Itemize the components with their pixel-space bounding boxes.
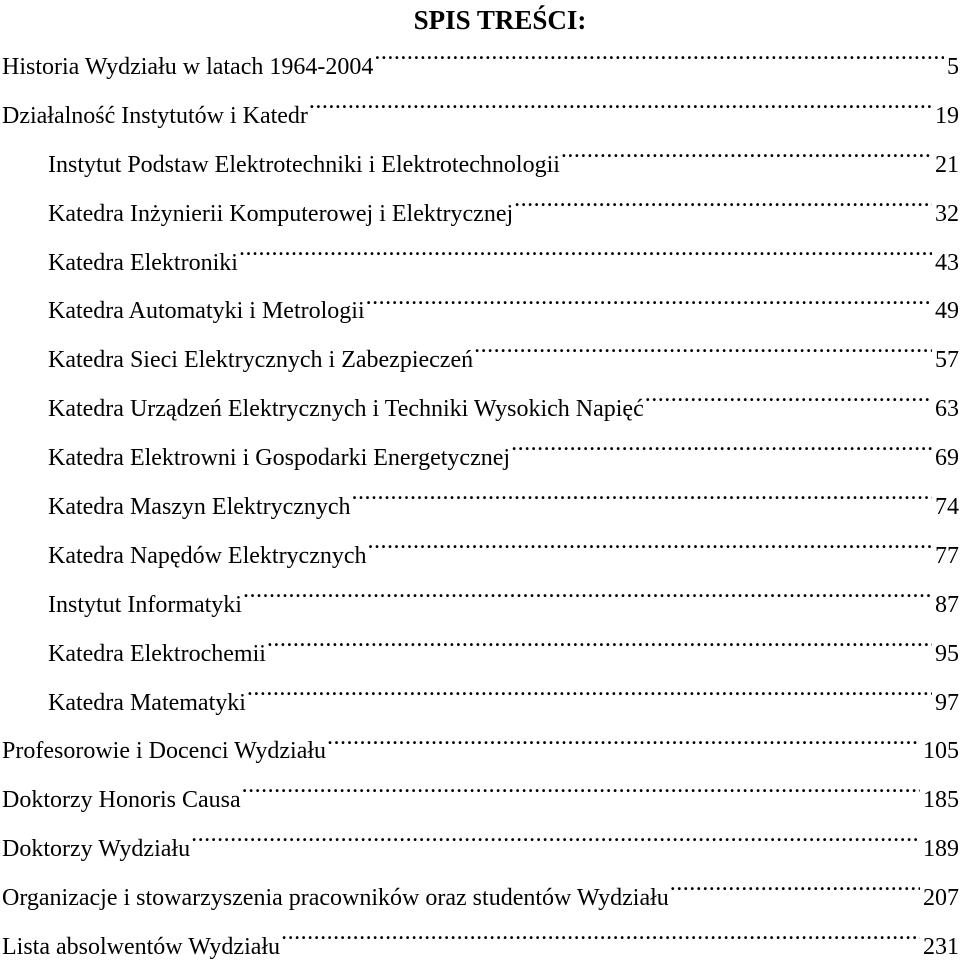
toc-entry — [0, 679, 960, 728]
dot-leader — [239, 246, 932, 270]
toc-entry-page-number: 77 — [935, 542, 959, 569]
toc-entry-page-number: 32 — [935, 200, 959, 227]
toc-entry-page-number: 19 — [935, 102, 959, 129]
toc-entry-label: Katedra Urządzeń Elektrycznych i Techniki Wysokich Napięć — [48, 396, 644, 423]
dot-leader — [267, 637, 932, 661]
toc-entry-page-number: 105 — [923, 738, 959, 765]
dot-leader — [474, 343, 932, 367]
dot-leader — [247, 686, 932, 710]
toc-entry-page-number: 97 — [935, 689, 959, 716]
dot-leader — [281, 930, 920, 954]
toc-entry — [0, 874, 960, 923]
toc-entry-label: Katedra Matematyki — [48, 689, 246, 716]
toc-entry — [0, 43, 960, 92]
toc-entry-page-number: 185 — [923, 787, 959, 814]
toc-entry — [0, 532, 960, 581]
toc-entry-label: Katedra Inżynierii Komputerowej i Elektrycznej — [48, 200, 514, 227]
toc-entry-page-number: 5 — [947, 54, 959, 80]
dot-leader — [366, 294, 932, 318]
toc-entry-label: Katedra Sieci Elektrycznych i Zabezpieczeń — [48, 347, 474, 374]
toc-entry — [0, 141, 960, 190]
toc-entry — [0, 630, 960, 679]
dot-leader — [242, 783, 920, 807]
dot-leader — [511, 441, 932, 465]
toc-entry-page-number: 95 — [935, 640, 959, 667]
toc-entry-page-number: 189 — [923, 836, 959, 863]
toc-entry-page-number: 21 — [935, 151, 959, 178]
toc-entry-label: Instytut Podstaw Elektrotechniki i Elektrotechnologii — [48, 151, 560, 178]
dot-leader — [191, 832, 920, 856]
toc-entry — [0, 581, 960, 630]
toc-entry — [0, 336, 960, 385]
dot-leader — [670, 881, 920, 905]
toc-entry-label: Działalność Instytutów i Katedr — [2, 102, 308, 129]
toc-entry-label: Katedra Napędów Elektrycznych — [48, 542, 367, 569]
dot-leader — [561, 148, 932, 172]
toc-entry-page-number: 74 — [935, 494, 959, 521]
toc-entry-page-number: 231 — [923, 934, 959, 961]
toc-entry — [0, 190, 960, 239]
toc-entry — [0, 825, 960, 874]
toc-list — [0, 43, 960, 972]
toc-entry-label: Instytut Informatyki — [48, 591, 242, 618]
toc-entry — [0, 287, 960, 336]
toc-entry-page-number: 207 — [923, 885, 959, 912]
dot-leader — [374, 50, 944, 74]
toc-entry-label: Doktorzy Wydziału — [2, 836, 191, 863]
toc-entry — [0, 434, 960, 483]
dot-leader — [327, 734, 920, 758]
toc-entry — [0, 385, 960, 434]
toc-entry-label: Katedra Automatyki i Metrologii — [48, 298, 365, 325]
toc-entry — [0, 727, 960, 776]
dot-leader — [368, 539, 932, 563]
toc-entry — [0, 923, 960, 972]
toc-entry-label: Katedra Maszyn Elektrycznych — [48, 494, 351, 521]
toc-entry-label: Profesorowie i Docenci Wydziału — [2, 738, 327, 765]
toc-entry-page-number: 57 — [935, 347, 959, 374]
dot-leader — [309, 99, 932, 123]
toc-entry-page-number: 87 — [935, 591, 959, 618]
toc-entry-label: Katedra Elektrowni i Gospodarki Energetycznej — [48, 445, 511, 472]
toc-entry — [0, 776, 960, 825]
toc-entry-page-number: 49 — [935, 298, 959, 325]
toc-entry-label: Katedra Elektrochemii — [48, 640, 266, 667]
toc-entry-page-number: 69 — [935, 445, 959, 472]
toc-entry-page-number: 43 — [935, 249, 959, 276]
dot-leader — [514, 197, 932, 221]
toc-entry-label: Doktorzy Honoris Causa — [2, 787, 241, 814]
dot-leader — [352, 490, 932, 514]
dot-leader — [645, 392, 932, 416]
dot-leader — [243, 588, 932, 612]
toc-entry-label: Historia Wydziału w latach 1964-2004 — [2, 54, 374, 80]
page-title: SPIS TREŚCI: — [413, 5, 587, 35]
toc-entry-label: Katedra Elektroniki — [48, 249, 238, 276]
toc-entry-page-number: 63 — [935, 396, 959, 423]
toc-entry — [0, 483, 960, 532]
toc-entry — [0, 239, 960, 288]
toc-entry-label: Lista absolwentów Wydziału — [2, 934, 281, 961]
toc-entry — [0, 92, 960, 141]
toc-entry-label: Organizacje i stowarzyszenia pracowników oraz studentów Wydziału — [2, 885, 669, 912]
